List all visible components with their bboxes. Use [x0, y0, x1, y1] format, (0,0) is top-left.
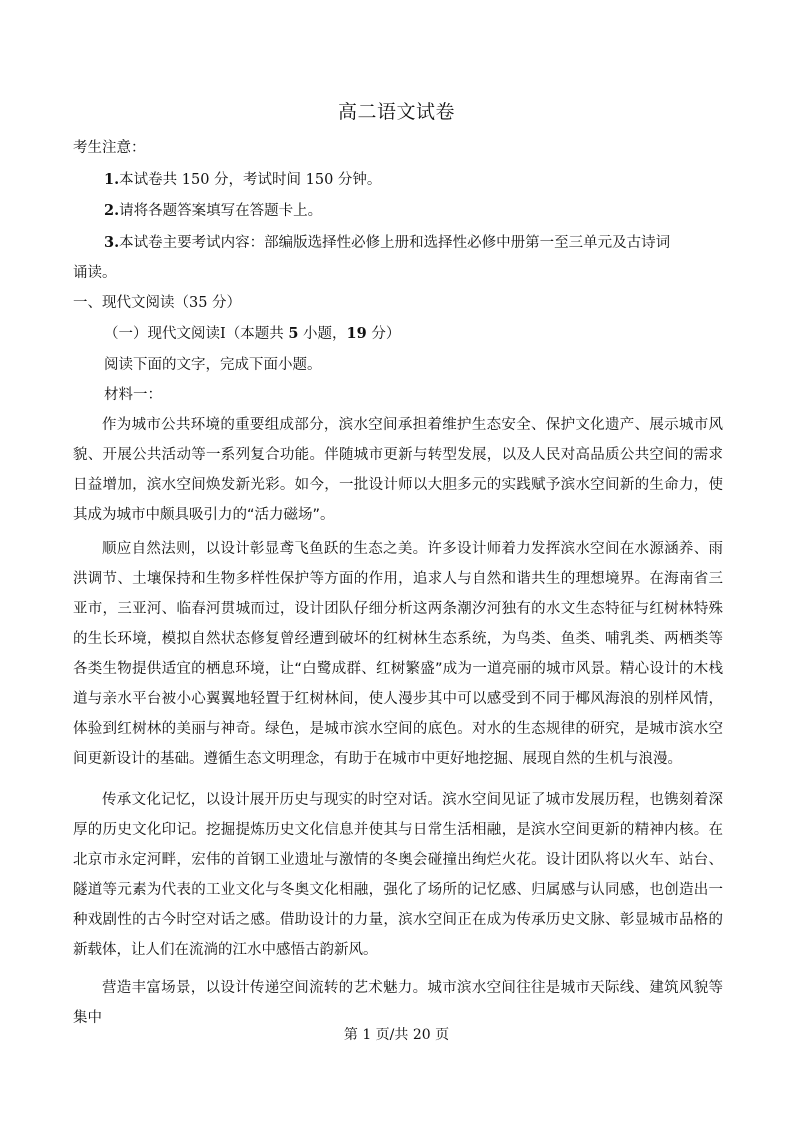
notice-heading: 考生注意： [73, 140, 146, 156]
notice-number: 1. [104, 171, 120, 188]
material-label: 材料一： [104, 387, 162, 403]
notice-item-3 [104, 231, 670, 252]
reading-instruction: 阅读下面的文字，完成下面小题。 [104, 357, 322, 373]
page-footer: 第 1 页/共 20 页 [343, 1027, 450, 1043]
notice-text: 请将各题答案填写在答题卡上。 [119, 203, 323, 219]
section-score: 19 [346, 325, 367, 342]
notice-text: 本试卷共 150 分，考试时间 150 分钟。 [119, 172, 382, 188]
notice-item-3-continued: 诵读。 [73, 265, 117, 281]
page-title: 高二语文试卷 [337, 101, 455, 123]
notice-number: 3. [104, 234, 120, 251]
notice-item-1 [104, 168, 381, 189]
notice-text: 本试卷主要考试内容：部编版选择性必修上册和选择性必修中册第一至三单元及古诗词 [119, 235, 671, 251]
paragraph-1: 作为城市公共环境的重要组成部分，滨水空间承担着维护生态安全、保护文化遗产、展示城市风貌、开展公共活动等一系列复合功能。伴随城市更新与转型发展，以及人民对高品质公共空间的需求日益增加，滨水空间焕发新光彩。如今，一批设计师以大胆多元的实践赋予滨水空间新的生命力，使其成为城市中颇具吸引力的“活力磁场”。 [73, 417, 723, 523]
paragraph-2: 顺应自然法则，以设计彰显鸢飞鱼跃的生态之美。许多设计师着力发挥滨水空间在水源涵养、雨洪调节、土壤保持和生物多样性保护等方面的作用，追求人与自然和谐共生的理想境界。在海南省三亚市，三亚河、临春河贯城而过，设计团队仔细分析这两条潮汐河独有的水文生态特征与红树林特殊的生长环境，模拟自然状态修复曾经遭到破坏的红树林生态系统，为鸟类、鱼类、哺乳类、两栖类等各类生物提供适宜的栖息环境，让“白鹭成群、红树繁盛”成为一道亮丽的城市风景。精心设计的木栈道与亲水平台被小心翼翼地轻置于红树林间，使人漫步其中可以感受到不同于椰风海浪的别样风情，体验到红树林的美丽与神奇。绿色，是城市滨水空间的底色。对水的生态规律的研究，是城市滨水空间更新设计的基础。遵循生态文明理念，有助于在城市中更好地挖掘、展现自然的生机与浪漫。 [73, 541, 723, 767]
notice-item-2 [104, 199, 322, 220]
sub-section-heading: （一）现代文阅读Ⅰ（本题共 5 小题，19 分） [104, 325, 401, 342]
paragraph-4: 营造丰富场景，以设计传递空间流转的艺术魅力。城市滨水空间往往是城市天际线、建筑风貌等集中 [73, 980, 723, 1026]
paragraph-3: 传承文化记忆，以设计展开历史与现实的时空对话。滨水空间见证了城市发展历程，也镌刻着深厚的历史文化印记。挖掘提炼历史文化信息并使其与日常生活相融，是滨水空间更新的精神内核。在北京市永定河畔，宏伟的首钢工业遗址与激情的冬奥会碰撞出绚烂火花。设计团队将以火车、站台、隧道等元素为代表的工业文化与冬奥文化相融，强化了场所的记忆感、归属感与认同感，也创造出一种戏剧性的古今时空对话之感。借助设计的力量，滨水空间正在成为传承历史文脉、彰显城市品格的新载体，让人们在流淌的江水中感悟古韵新风。 [73, 792, 723, 958]
question-count: 5 [288, 325, 299, 342]
notice-number: 2. [104, 202, 120, 219]
section-heading: 一、现代文阅读（35 分） [73, 295, 242, 311]
